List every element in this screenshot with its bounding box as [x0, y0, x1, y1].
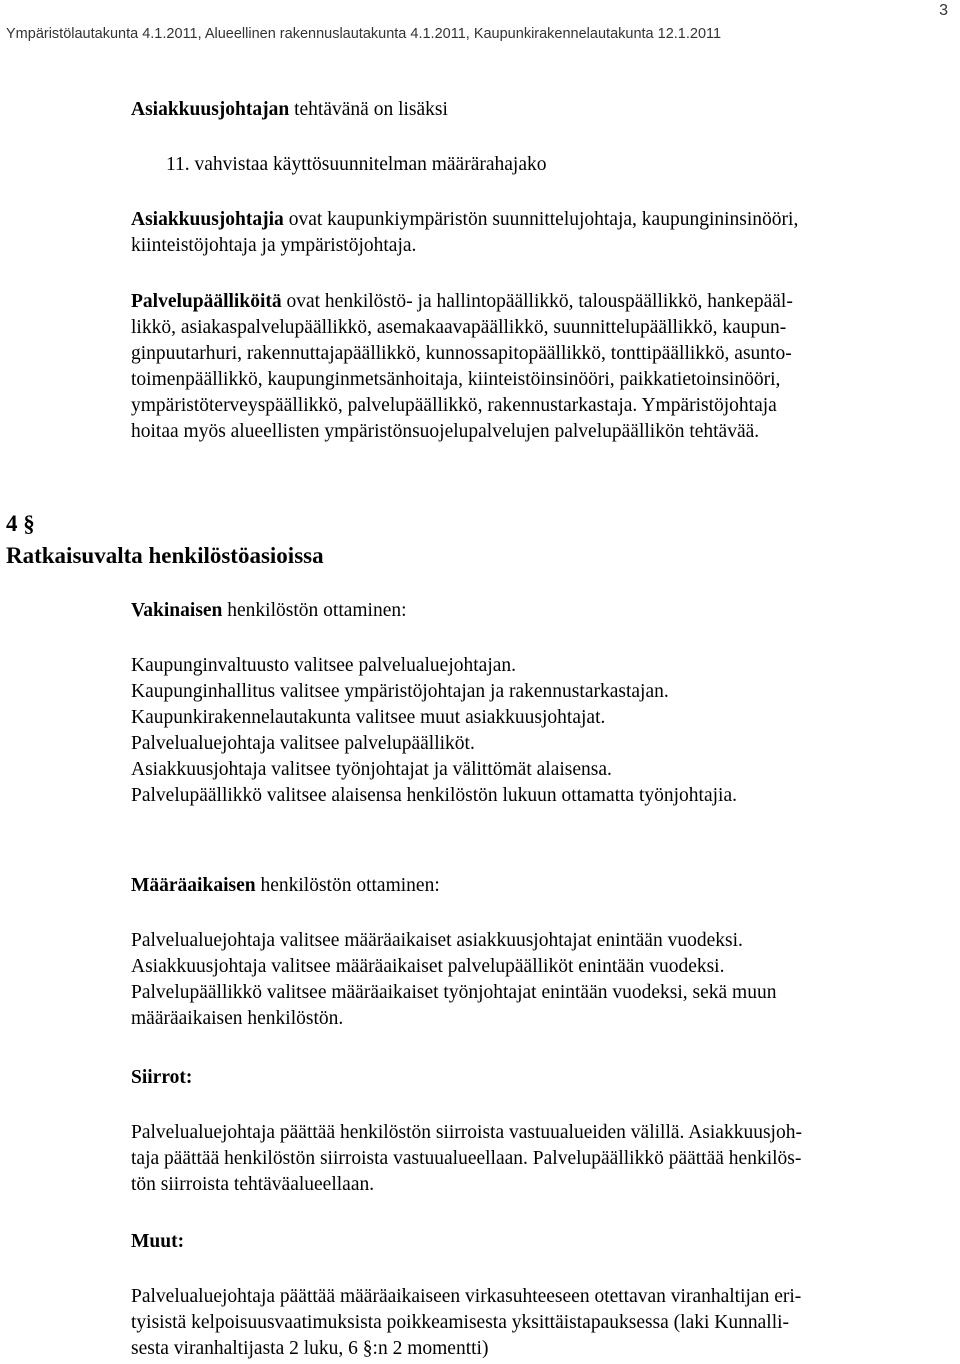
muut-line: Palvelualuejohtaja päättää määräaikaiseen virkasuhteeseen otettavan viranhaltijan eri- — [131, 1286, 802, 1307]
asiakkuusjohtajat-line1: ovat kaupunkiympäristön suunnittelujohtaja, kaupungininsinööri, — [283, 209, 799, 230]
intro-lead-rest: tehtävänä on lisäksi — [289, 99, 448, 120]
intro-item-11 — [166, 152, 960, 178]
siirrot-line: tön siirroista tehtäväalueellaan. — [131, 1174, 375, 1195]
vakinaisen-line: Asiakkuusjohtaja valitsee työnjohtajat ja välittömät alaisensa. — [131, 759, 612, 780]
siirrot-heading — [131, 1065, 953, 1091]
palvelupaallikot-line4: toimenpäällikkö, kaupunginmetsänhoitaja, kiinteistöinsinööri, paikkatietoinsinööri, — [131, 369, 781, 390]
muut-heading — [131, 1229, 953, 1255]
running-header: Ympäristölautakunta 4.1.2011, Alueellinen rakennuslautakunta 4.1.2011, Kaupunkirakennelautakunta 12.1.2011 — [6, 26, 722, 42]
asiakkuusjohtajat-paragraph — [131, 207, 953, 259]
section-number: 4 § — [6, 511, 35, 536]
palvelupaallikot-line5: ympäristöterveyspäällikkö, palvelupäällikkö, rakennustarkastaja. Ympäristöjohtaja — [131, 395, 777, 416]
vakinaisen-list — [131, 653, 953, 809]
vakinaisen-line: Kaupunginhallitus valitsee ympäristöjohtajan ja rakennustarkastajan. — [131, 681, 669, 702]
vakinaisen-line: Palvelupäällikkö valitsee alaisensa henkilöstön lukuun ottamatta työnjohtajia. — [131, 785, 737, 806]
maaraaikaisen-heading-bold: Määräaikaisen — [131, 875, 256, 896]
muut-paragraph — [131, 1284, 953, 1362]
asiakkuusjohtajat-line2: kiinteistöjohtaja ja ympäristöjohtaja. — [131, 235, 417, 256]
asiakkuusjohtajat-bold: Asiakkuusjohtajia — [131, 209, 284, 230]
vakinaisen-line: Kaupunginvaltuusto valitsee palvelualuejohtajan. — [131, 655, 517, 676]
vakinaisen-heading-rest: henkilöstön ottaminen: — [222, 600, 407, 621]
maaraaikaisen-line: Palvelupäällikkö valitsee määräaikaiset työnjohtajat enintään vuodeksi, sekä muun — [131, 982, 777, 1003]
vakinaisen-line: Palvelualuejohtaja valitsee palvelupäälliköt. — [131, 733, 475, 754]
maaraaikaisen-heading — [131, 873, 953, 899]
siirrot-heading-text: Siirrot: — [131, 1067, 193, 1088]
palvelupaallikot-line6: hoitaa myös alueellisten ympäristönsuojelupalvelujen palvelupäällikön tehtävää. — [131, 421, 760, 442]
siirrot-paragraph — [131, 1120, 953, 1198]
maaraaikaisen-list — [131, 928, 953, 1032]
maaraaikaisen-line: Palvelualuejohtaja valitsee määräaikaiset asiakkuusjohtajat enintään vuodeksi. — [131, 930, 743, 951]
palvelupaallikot-bold: Palvelupäälliköitä — [131, 291, 282, 312]
maaraaikaisen-heading-rest: henkilöstön ottaminen: — [255, 875, 440, 896]
palvelupaallikot-paragraph — [131, 289, 953, 445]
muut-line: sesta viranhaltijasta 2 luku, 6 §:n 2 momentti) — [131, 1338, 489, 1359]
palvelupaallikot-line1: ovat henkilöstö- ja hallintopäällikkö, talouspäällikkö, hankepääl- — [281, 291, 793, 312]
maaraaikaisen-line: määräaikaisen henkilöstön. — [131, 1008, 344, 1029]
muut-heading-text: Muut: — [131, 1231, 185, 1252]
palvelupaallikot-line2: likkö, asiakaspalvelupäällikkö, asemakaavapäällikkö, suunnittelupäällikkö, kaupun- — [131, 317, 787, 338]
siirrot-line: Palvelualuejohtaja päättää henkilöstön siirroista vastuualueiden välillä. Asiakkuusjoh- — [131, 1122, 802, 1143]
page-number: 3 — [939, 2, 948, 19]
intro-paragraph — [131, 97, 953, 123]
vakinaisen-heading — [131, 598, 953, 624]
vakinaisen-heading-bold: Vakinaisen — [131, 600, 223, 621]
intro-lead-bold: Asiakkuusjohtajan — [131, 99, 290, 120]
section-title: Ratkaisuvalta henkilöstöasioissa — [6, 543, 324, 568]
muut-line: tyisistä kelpoisuusvaatimuksista poikkeamisesta yksittäistapauksessa (laki Kunnalli- — [131, 1312, 790, 1333]
maaraaikaisen-line: Asiakkuusjohtaja valitsee määräaikaiset palvelupäälliköt enintään vuodeksi. — [131, 956, 725, 977]
item-11-text: 11. vahvistaa käyttösuunnitelman määrärahajako — [166, 154, 547, 175]
vakinaisen-line: Kaupunkirakennelautakunta valitsee muut asiakkuusjohtajat. — [131, 707, 606, 728]
siirrot-line: taja päättää henkilöstön siirroista vastuualueellaan. Palvelupäällikkö päättää henkilös- — [131, 1148, 802, 1169]
palvelupaallikot-line3: ginpuutarhuri, rakennuttajapäällikkö, kunnossapitopäällikkö, tonttipäällikkö, asunto- — [131, 343, 792, 364]
